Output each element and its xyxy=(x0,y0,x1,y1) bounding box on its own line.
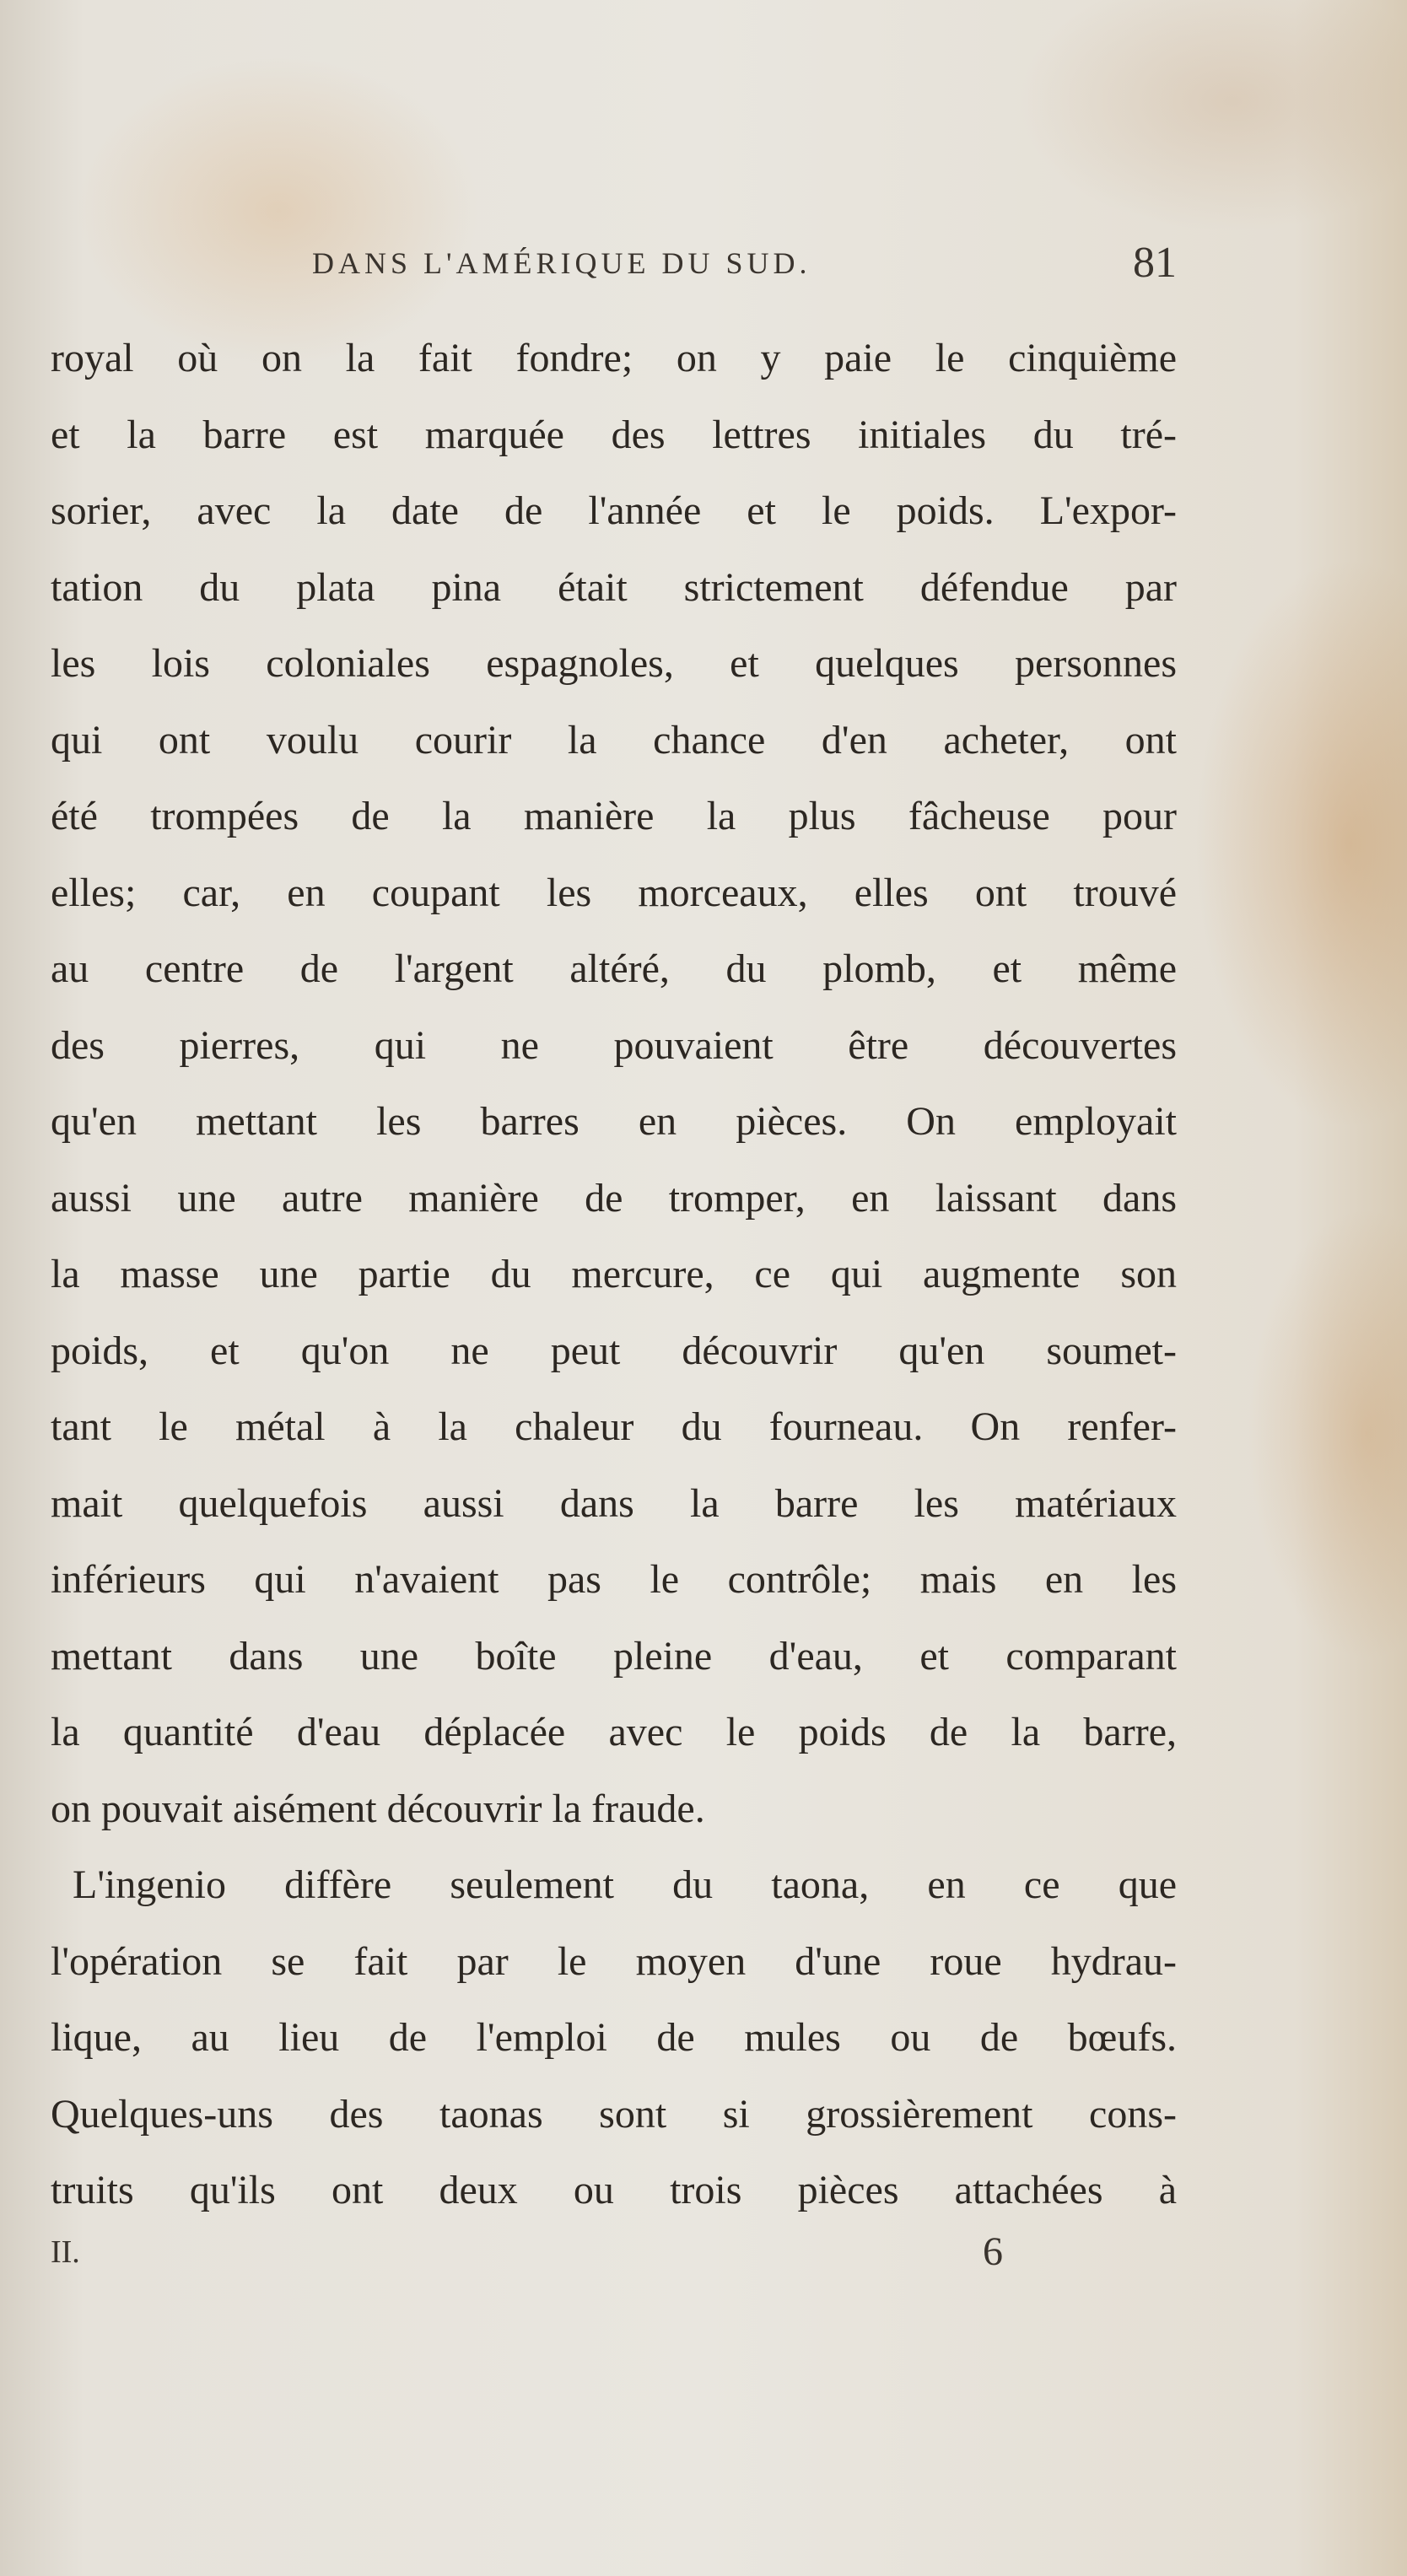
text-line: la quantité d'eau déplacée avec le poids de la barre, xyxy=(51,1710,1177,1754)
text-line: l'opération se fait par le moyen d'une roue hydrau- xyxy=(51,1938,1177,1984)
page-number: 81 xyxy=(1133,239,1177,287)
text-line: les lois coloniales espagnoles, et quelques personnes xyxy=(51,641,1177,686)
text-line: Quelques-uns des taonas sont si grossièrement cons- xyxy=(51,2091,1177,2137)
text-line: la masse une partie du mercure, ce qui augmente son xyxy=(51,1252,1177,1296)
running-head: DANS L'AMÉRIQUE DU SUD. xyxy=(312,246,811,280)
page-header xyxy=(312,238,1177,288)
signature-mark: II. xyxy=(51,2234,80,2270)
text-line: des pierres, qui ne pouvaient être découvertes xyxy=(51,1022,1177,1068)
text-line: royal où on la fait fondre; on y paie le cinquième xyxy=(51,336,1177,380)
signature-number: 6 xyxy=(983,2229,1003,2274)
paragraph-2 xyxy=(51,1847,1177,2229)
text-line: on pouvait aisément découvrir la fraude. xyxy=(51,1786,705,1831)
text-line: tation du plata pina était strictement défendue par xyxy=(51,564,1177,610)
text-line: été trompées de la manière la plus fâcheuse pour xyxy=(51,794,1177,838)
text-line: et la barre est marquée des lettres initiales du tré- xyxy=(51,412,1177,457)
text-line: L'ingenio diffère seulement du taona, en ce que xyxy=(73,1862,1177,1907)
text-line: elles; car, en coupant les morceaux, elles ont trouvé xyxy=(51,870,1177,915)
body-text xyxy=(51,321,1177,2229)
page-footer xyxy=(51,2223,1177,2282)
paragraph-1 xyxy=(51,321,1177,1847)
text-line: lique, au lieu de l'emploi de mules ou de bœufs. xyxy=(51,2015,1177,2060)
text-line: inférieurs qui n'avaient pas le contrôle; mais en les xyxy=(51,1557,1177,1602)
text-line: mait quelquefois aussi dans la barre les matériaux xyxy=(51,1480,1177,1526)
text-line: qui ont voulu courir la chance d'en acheter, ont xyxy=(51,717,1177,763)
text-line: truits qu'ils ont deux ou trois pièces attachées à xyxy=(51,2168,1177,2212)
text-line: aussi une autre manière de tromper, en laissant dans xyxy=(51,1175,1177,1221)
text-line: sorier, avec la date de l'année et le poids. L'expor- xyxy=(51,488,1177,533)
text-line: au centre de l'argent altéré, du plomb, et même xyxy=(51,946,1177,991)
text-line: poids, et qu'on ne peut découvrir qu'en soumet- xyxy=(51,1328,1177,1373)
text-line: mettant dans une boîte pleine d'eau, et comparant xyxy=(51,1633,1177,1679)
text-line: tant le métal à la chaleur du fourneau. On renfer- xyxy=(51,1404,1177,1449)
text-line: qu'en mettant les barres en pièces. On employait xyxy=(51,1099,1177,1144)
